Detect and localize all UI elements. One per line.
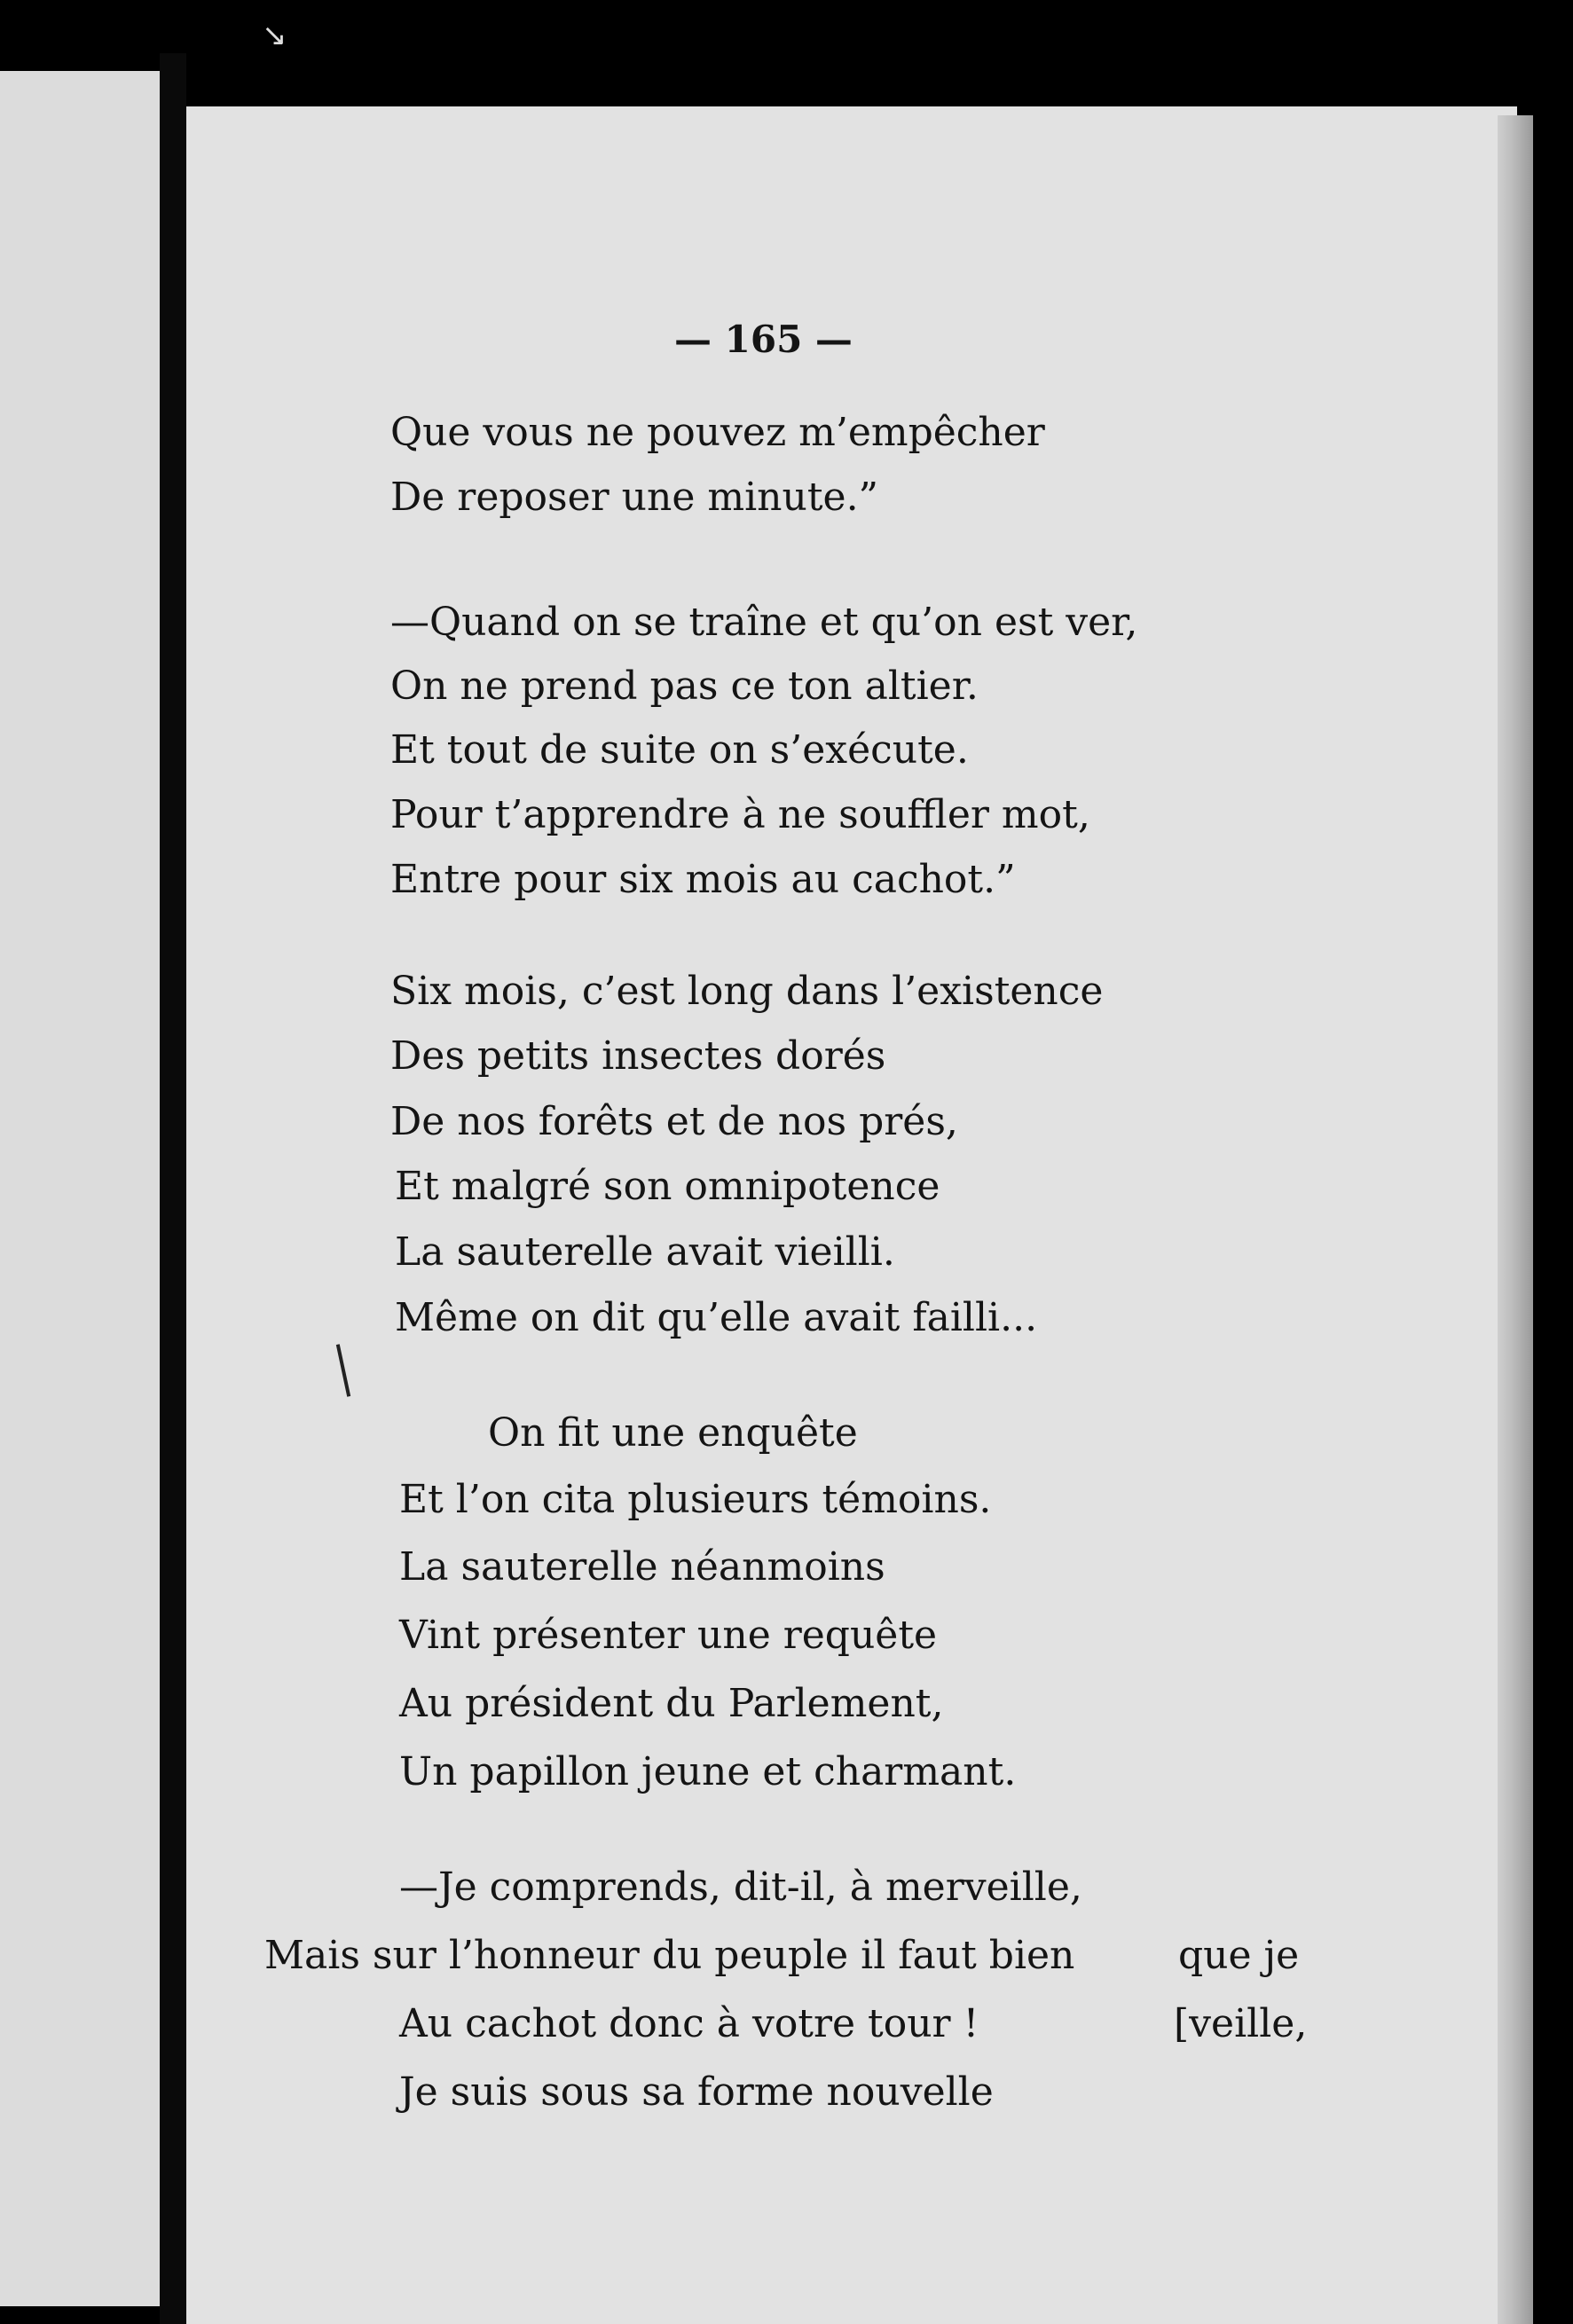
poem-line: De reposer une minute.” [390, 475, 879, 520]
poem-line: Même on dit qu’elle avait failli... [395, 1295, 1038, 1340]
poem-line: Entre pour six mois au cachot.” [390, 857, 1016, 902]
page-number: — 165 — [674, 318, 853, 361]
poem-line: Six mois, c’est long dans l’existence [390, 969, 1104, 1014]
poem-line: Des petits insectes dorés [390, 1033, 886, 1079]
poem-line: Et l’on cita plusieurs témoins. [399, 1477, 992, 1522]
poem-line: Mais sur l’honneur du peuple il faut bien [264, 1933, 1075, 1978]
poem-line: On fit une enquête [488, 1410, 858, 1456]
scan-artifact-mark: ↘ [262, 18, 287, 53]
poem-line: —Quand on se traîne et qu’on est ver, [390, 600, 1138, 645]
poem-line: Que vous ne pouvez m’empêcher [390, 410, 1045, 455]
book-gutter [160, 53, 186, 2324]
facing-page-edge [0, 71, 160, 2306]
poem-line: La sauterelle avait vieilli. [395, 1229, 895, 1275]
poem-line: Je suis sous sa forme nouvelle [399, 2069, 994, 2115]
poem-line: De nos forêts et de nos prés, [390, 1099, 958, 1144]
poem-line: Vint présenter une requête [399, 1613, 938, 1658]
poem-line: Et tout de suite on s’exécute. [390, 727, 969, 773]
poem-line: Pour t’apprendre à ne souffler mot, [390, 792, 1090, 837]
poem-line: Au cachot donc à votre tour ! [399, 2001, 979, 2046]
poem-line: —Je comprends, dit-il, à merveille, [399, 1865, 1082, 1910]
poem-line: Un papillon jeune et charmant. [399, 1749, 1017, 1794]
poem-line: Au président du Parlement, [399, 1681, 944, 1726]
poem-line-overflow: [veille, [1174, 2001, 1308, 2046]
page-edge-shadow [1498, 115, 1533, 2324]
poem-line: On ne prend pas ce ton altier. [390, 663, 979, 709]
poem-line-overflow: que je [1178, 1933, 1300, 1978]
poem-line: Et malgré son omnipotence [395, 1164, 940, 1209]
poem-line: La sauterelle néanmoins [399, 1544, 885, 1590]
